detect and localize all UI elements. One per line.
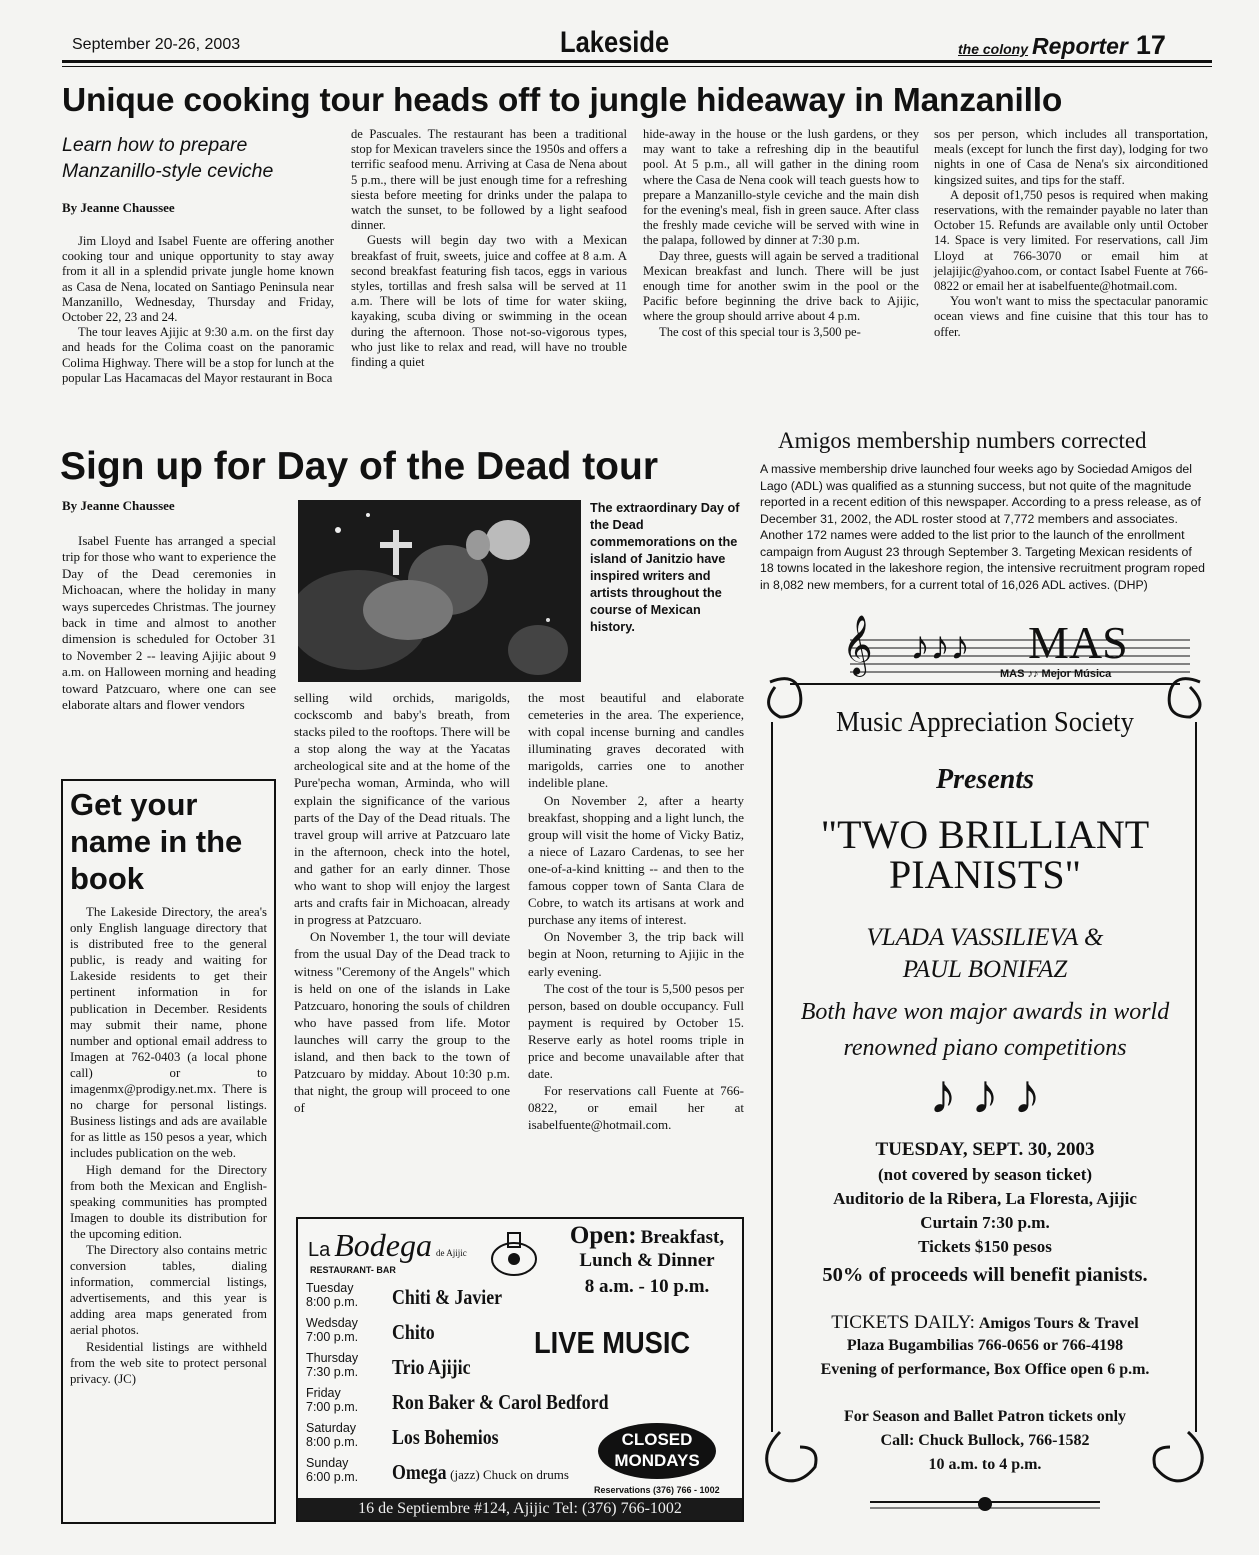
mas-awards: Both have won major awards in world renowned piano competitions (800, 999, 1170, 1061)
paragraph: High demand for the Directory from both the Mexican and English-speaking communities has prompted Imagen to double its distribution for the upcoming edition. (70, 1162, 267, 1241)
live-music: LIVE MUSIC (534, 1325, 691, 1360)
closed-badge: CLOSED MONDAYS (598, 1423, 716, 1479)
schedule-day: Friday (306, 1386, 341, 1400)
paragraph: Isabel Fuente has arranged a special trip for those who want to experience the Day of the Dead ceremonies in Michoacan, where the holiday in many ways supercedes Christmas. The journey back in time and almost to another dimension is scheduled for October 31 to November 2 -- leaving Ajijic about 9 a.m. on Halloween morning and heading toward Patzcuaro, where one can see elaborate altars and flower vendors (62, 533, 276, 713)
schedule-day-time (306, 1351, 386, 1379)
sidebar-book-title: Get your name in the book (70, 787, 243, 896)
act-name: Trio Ajijic (392, 1355, 471, 1379)
logo-la: La (308, 1239, 331, 1261)
paragraph: For reservations call Fuente at 766-0822, or email her at isabelfuente@hotmail.com. (528, 1083, 744, 1133)
sidebar-book-body (70, 904, 267, 1387)
schedule-act (392, 1355, 478, 1380)
article1-subhead: Learn how to prepare Manzanillo-style ceviche (62, 134, 274, 182)
masthead-rule-thin (62, 66, 1212, 67)
treble-clef-icon: 𝄞 (842, 617, 873, 674)
tickets-daily-where: Amigos Tours & Travel (978, 1315, 1139, 1332)
photo-caption: The extraordinary Day of the Dead commemorations on the island of Janitzio have inspired writers and artists throughout the course of Mexican history. (590, 501, 740, 634)
paragraph: On November 1, the tour will deviate from the usual Day of the Dead track to witness "Ceremony of the Angels" which is held on one of the islands in Lake Patzcuaro, honoring the souls of children who have passed from life. Motor launches will carry the group to the island, and then back to the town of Patzcuaro by midday. About 10:30 p.m. that night, the group will proceed to one of (294, 929, 510, 1116)
act-name: Omega (392, 1460, 447, 1484)
mas-tagline: MAS ♪♪ Mejor Música (1000, 668, 1112, 680)
schedule-time: 7:00 p.m. (306, 1330, 359, 1344)
tickets-daily-label: TICKETS DAILY: (831, 1312, 975, 1333)
logo-name: Bodega (334, 1227, 432, 1263)
mas-date: TUESDAY, SEPT. 30, 2003 (875, 1139, 1095, 1160)
act-name: Ron Baker & Carol Bedford (392, 1390, 609, 1414)
photo-graphic (298, 500, 581, 682)
schedule-time: 8:00 p.m. (306, 1295, 359, 1309)
article2-byline: By Jeanne Chaussee (62, 498, 175, 513)
schedule-day-time (306, 1421, 386, 1449)
schedule-day-time (306, 1316, 386, 1344)
mas-plaza: Plaza Bugambilias 766-0656 or 766-4198 (846, 1337, 1124, 1354)
article2-col2 (294, 689, 510, 1116)
article1-headline: Unique cooking tour heads off to jungle hideaway in Manzanillo (62, 82, 1063, 119)
schedule-day-time (306, 1281, 386, 1309)
logo-de: de Ajijic (436, 1248, 467, 1258)
article1-col3 (643, 127, 919, 340)
article1-col4 (934, 127, 1208, 340)
schedule-day-time (306, 1386, 386, 1414)
bodega-address: 16 de Septiembre #124, Ajijic Tel: (376) 766-1002 (298, 1498, 742, 1520)
article1-col1 (62, 234, 334, 386)
restaurant-bar: RESTAURANT- BAR (310, 1265, 396, 1275)
article2-col1 (62, 533, 276, 713)
open-label: Open: (569, 1222, 637, 1249)
mas-call-line: Call: Chuck Bullock, 766-1582 (880, 1432, 1090, 1449)
bodega-ad (296, 1217, 744, 1522)
schedule-row (306, 1421, 736, 1455)
paragraph: Jim Lloyd and Isabel Fuente are offering another cooking tour and unique opportunity to stay away from it all in a splendid private jungle home known as Casa de Nena, located on Santiago Peninsula near Manzanillo, Wednesday, Thursday and Friday, October 22, 23 and 24. (62, 234, 334, 325)
article2-headline: Sign up for Day of the Dead tour (60, 445, 659, 488)
schedule-row (306, 1386, 736, 1420)
act-name: Los Bohemios (392, 1425, 499, 1449)
schedule-act (392, 1460, 569, 1485)
mas-hours: 10 a.m. to 4 p.m. (928, 1456, 1042, 1473)
mas-curtain: Curtain 7:30 p.m. (920, 1213, 1050, 1232)
amigos-body: A massive membership drive launched four weeks ago by Sociedad Amigos del Lago (ADL) was qualified as a stunning success, but not quite of the magnitude reported in a recent edition of this newspaper. According to a press release, as of December 31, 2002, the ADL roster stood at 7,772 members and associates. Another 172 names were added to the list prior to the launch of the enrollment campaign from August 23 through September 3. Targeting Mexican residents of 18 towns located in the lakeshore region, the intensive recruitment program roped in 8,082 new members, for a current total of 16,026 ADL actives. (DHP) (760, 462, 1205, 592)
paragraph: On November 2, after a hearty breakfast, shopping and a light lunch, the group will visit the home of Vicky Batiz, a niece of Lazaro Cardenas, to see her one-of-a-kind knitting -- and then to the famous copper town of Santa Clara de Cobre, to watch its artisans at work and purchase any items of interest. (528, 792, 744, 928)
paragraph: The cost of this special tour is 3,500 pe- (659, 324, 861, 339)
mas-logo: MAS (1028, 617, 1128, 668)
page-number: 17 (1135, 30, 1166, 60)
paragraph: Guests will begin day two with a Mexican breakfast of fruit, sweets, juice and coffee at 8 a.m. A second breakfast featuring fish tacos, eggs in various styles, tortillas and fresh salsa will be served at 11 a.m. There will be lots of time for water skiing, kayaking, scuba diving or swimming in the ocean during the afternoon. Those not-so-vigorous types, who just like to relax and read, will have no trouble finding a quiet (351, 233, 627, 370)
music-notes-icon: ♪ ♪ ♪ (929, 1064, 1041, 1126)
mas-ad (760, 612, 1210, 1532)
open-line (554, 1222, 740, 1273)
schedule-day: Saturday (306, 1421, 357, 1435)
paragraph: The cost of the tour is 5,500 pesos per person, based on double occupancy. Full payment is required by October 15. Reserve early as hotel rooms triple in price and become unavailable after that date. (528, 980, 744, 1082)
schedule-time: 6:00 p.m. (306, 1470, 359, 1484)
paragraph: selling wild orchids, marigolds, cockscomb and baby's breath, from stacks piled to the rooftops. There will be a stop along the way at the Yacatas archeological site and at the home of the Pure'pecha woman, Arminda, who will explain the significance of the various parts of the Day of the Dead rituals. The travel group will arrive at Patzcuaro late in the afternoon, check into the hotel, and gather for an early dinner. Those who want to shop will enjoy the largest arts and crafts fair in Michoacan, already in progress at Patzcuaro. (294, 690, 510, 928)
paragraph: Day three, guests will again be served a traditional Mexican breakfast and lunch. There will be just enough time for another swim in the pool or the Pacific before beginning the drive back to Ajijic, where the group should arrive about 4 p.m. (643, 248, 919, 324)
open-hours: 8 a.m. - 10 p.m. (584, 1276, 710, 1297)
schedule-day-time (306, 1456, 386, 1484)
act-name: Chito (392, 1320, 435, 1344)
mas-performers: VLADA VASSILIEVA & PAUL BONIFAZ (866, 924, 1104, 983)
mas-box-office: Evening of performance, Box Office open 6 p.m. (820, 1361, 1150, 1378)
schedule-act (392, 1285, 515, 1310)
paragraph: Residential listings are withheld from the web site to protect personal privacy. (JC) (70, 1339, 267, 1386)
article1-col2 (351, 127, 627, 370)
day-of-dead-photo (298, 500, 581, 682)
open-meals: Breakfast, Lunch & Dinner (579, 1227, 725, 1271)
masthead-rule (62, 60, 1212, 63)
schedule-row (306, 1281, 736, 1315)
act-extra: (jazz) Chuck on drums (450, 1467, 569, 1482)
paragraph: On November 3, the trip back will begin at Noon, returning to Ajijic in the early evening. (528, 929, 744, 979)
brand-prefix: the colony (958, 41, 1029, 57)
notes-header-icon: ♪♪♪ (910, 623, 970, 668)
schedule-day: Tuesday (306, 1281, 354, 1295)
mas-venue: Auditorio de la Ribera, La Floresta, Ajijic (833, 1189, 1137, 1208)
paragraph: the most beautiful and elaborate cemeteries in the area. The experience, with copal incense burning and candles illuminating graves decorated with marigolds, carries one to another indelible plane. (528, 690, 744, 791)
paragraph: hide-away in the house or the lush gardens, or they may want to take a refreshing dip in the beautiful pool. At 5 p.m., all will gather in the dining room where the Casa de Nena cook will teach guests how to prepare a Manzanillo-style ceviche and the main dish for the evening's meal, fish in green sauce. After class the freshly made ceviche will be served with wine in the palapa, followed by dinner at 7:30 p.m. (643, 127, 919, 248)
bottle-icon (486, 1227, 542, 1277)
article2-col3 (528, 689, 744, 1133)
brand-name: Reporter (1032, 33, 1128, 59)
bodega-logo (308, 1227, 467, 1264)
paragraph: The tour leaves Ajijic at 9:30 a.m. on the first day and heads for the Colima coast on the panoramic Colima Highway. There will be a stop for lunch at the popular Las Hacamacas del Mayor restaurant in Boca (62, 325, 334, 385)
schedule-day: Sunday (306, 1456, 349, 1470)
section-title: Lakeside (560, 26, 670, 59)
mas-society: Music Appreciation Society (836, 706, 1134, 738)
brand (958, 30, 1166, 60)
paragraph: A deposit of1,750 pesos is required when making reservations, with the remainder payable no later than October 15. Refunds are available only until October 14. Space is very limited. For reservations, call Jim Lloyd at 766-3070 or email him at jelajijic@yahoo.com, or contact Isabel Fuente at 766-0822 or email her at isabelfuente@hotmail.com. (934, 187, 1208, 294)
schedule-time: 7:30 p.m. (306, 1365, 359, 1379)
schedule-time: 7:00 p.m. (306, 1400, 359, 1414)
schedule-day: Thursday (306, 1351, 359, 1365)
mas-tickets-daily (760, 1312, 1210, 1334)
paragraph: de Pascuales. The restaurant has been a traditional stop for Mexican travelers since the 1950s and offers a terrific seafood menu. Arriving at Casa de Nena about 5 p.m., there will be just enough time for a refreshing siesta before meeting for drinks under the palapa to watch the sunset, to be followed by a light seafood dinner. (351, 127, 627, 233)
paragraph: The Directory also contains metric conversion tables, dialing information, commercial listings, advertisements, and this year is adding area maps generated from aerial photos. (70, 1242, 267, 1338)
mas-proceeds: 50% of proceeds will benefit pianists. (822, 1264, 1148, 1286)
paragraph: The Lakeside Directory, the area's only English language directory that is distributed free to the general public, is ready and waiting for Lakeside residents to get their pertinent information in for publication in December. Residents may submit their name, phone number and optional email address to Imagen at 762-0403 (a local phone call) or to imagenmx@prodigy.net.mx. There is no charge for personal listings. Business listings and ads are available for as little as 150 pesos a year, which includes publication on the web. (70, 905, 267, 1161)
mas-presents: Presents (936, 764, 1034, 795)
schedule-act (392, 1320, 436, 1345)
schedule-row (306, 1351, 736, 1385)
schedule-act (392, 1390, 641, 1415)
schedule-time: 8:00 p.m. (306, 1435, 359, 1449)
mas-not-covered: (not covered by season ticket) (877, 1165, 1093, 1184)
act-name: Chiti & Javier (392, 1285, 503, 1309)
schedule-row (306, 1316, 736, 1350)
paragraph: You won't want to miss the spectacular panoramic ocean views and fine cuisine that this tour has to offer. (934, 294, 1208, 339)
paragraph: sos per person, which includes all transportation, meals (except for lunch the first day), lodging for two nights in one of Casa de Nena's six airconditioned kingsized suites, and tips for the staff. (934, 127, 1208, 187)
schedule-act (392, 1425, 511, 1450)
mas-tickets: Tickets $150 pesos (918, 1237, 1052, 1256)
mas-season-line: For Season and Ballet Patron tickets only (843, 1408, 1127, 1425)
article1-byline: By Jeanne Chaussee (62, 200, 175, 215)
mas-title: "TWO BRILLIANT PIANISTS" (820, 812, 1150, 897)
bodega-reservations: Reservations (376) 766 - 1002 (594, 1485, 720, 1495)
issue-date: September 20-26, 2003 (72, 36, 241, 53)
schedule-day: Wedsday (306, 1316, 358, 1330)
amigos-headline: Amigos membership numbers corrected (778, 428, 1147, 453)
